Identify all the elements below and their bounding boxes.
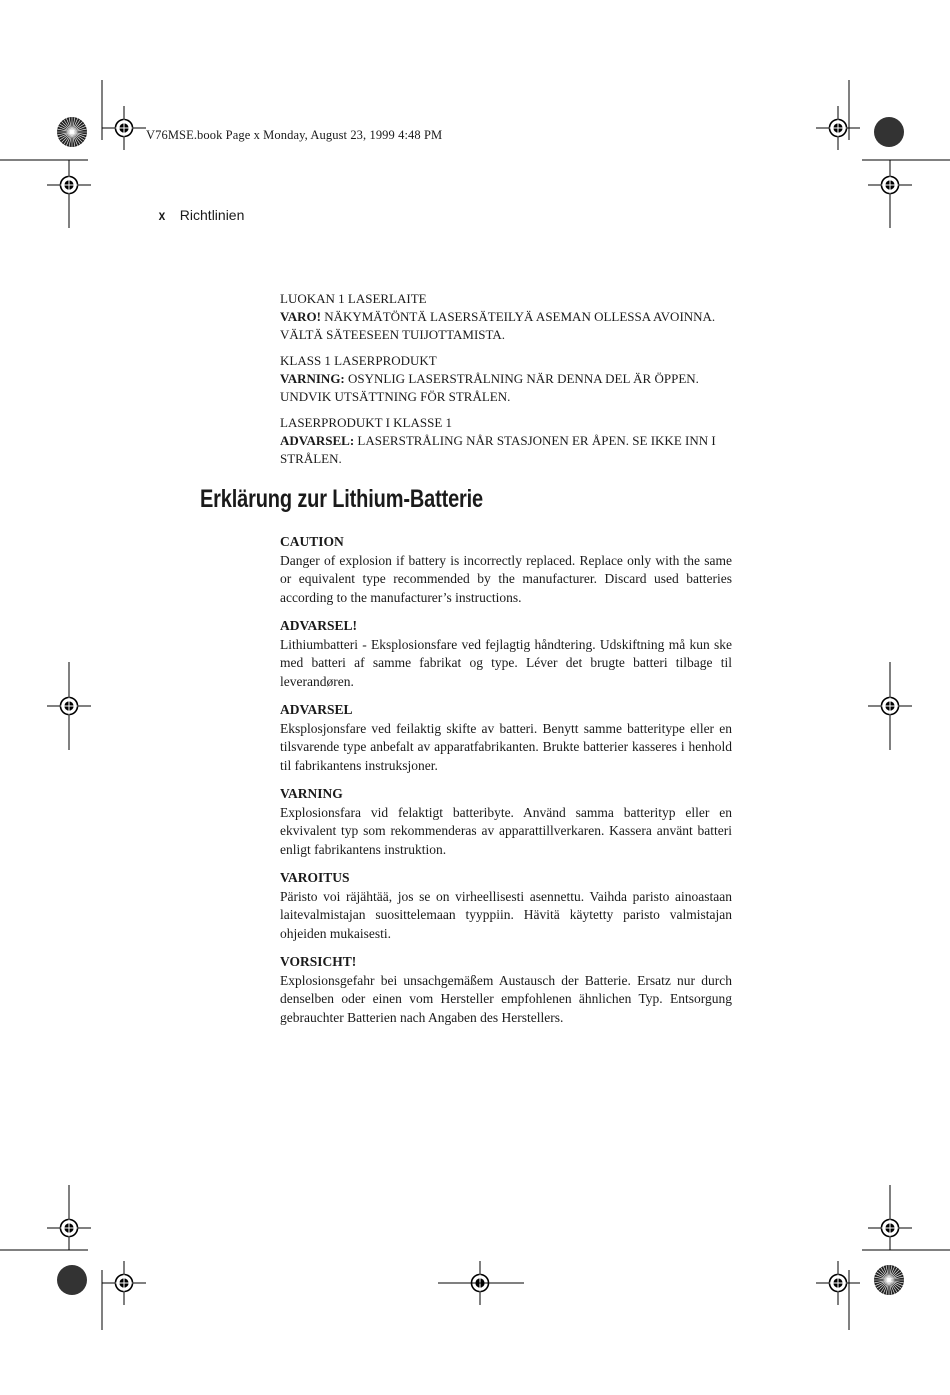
registration-mark-icon bbox=[47, 1206, 91, 1250]
color-bar-dot-icon bbox=[874, 117, 904, 147]
notice-title: VORSICHT! bbox=[280, 954, 357, 969]
registration-mark-icon bbox=[458, 1261, 502, 1305]
color-bar-star-icon bbox=[874, 1265, 904, 1295]
battery-notice bbox=[280, 617, 732, 691]
notice-body: Danger of explosion if battery is incorrectly replaced. Replace only with the same or equivalent type recommended by the manufacturer. Discard used batteries according to the manufacturer’s instructions. bbox=[280, 552, 732, 605]
warning-text: LASERSTRÅLING NÅR STASJONEN ER ÅPEN. SE IKKE INN I STRÅLEN. bbox=[280, 433, 716, 466]
battery-notice bbox=[280, 953, 732, 1027]
notice-body: Explosionsgefahr bei unsachgemäßem Austausch der Batterie. Ersatz nur durch denselben oder einen vom Hersteller empfohlenen ähnlichen Typ. Entsorgung gebrauchter Batterien nach Angaben des Herstellers. bbox=[280, 972, 732, 1025]
battery-notice bbox=[280, 785, 732, 859]
registration-mark-icon bbox=[868, 163, 912, 207]
notice-title: ADVARSEL bbox=[280, 702, 353, 717]
running-head-title: Richtlinien bbox=[179, 207, 245, 223]
laser-class-label: KLASS 1 LASERPRODUKT bbox=[280, 353, 437, 368]
laser-notice bbox=[280, 290, 740, 344]
laser-warning bbox=[280, 370, 740, 406]
notice-body: Explosionsfara vid felaktigt batteribyte. Använd samma batterityp eller en ekvivalent typ som rekommenderas av apparattillverkaren. Kassera använt batteri enligt fabrikantens instruktion. bbox=[280, 804, 732, 857]
battery-notices bbox=[280, 533, 732, 1037]
color-bar-dot-icon bbox=[57, 1265, 87, 1295]
registration-mark-icon bbox=[47, 163, 91, 207]
page-number: x bbox=[158, 207, 166, 223]
battery-notice bbox=[280, 533, 732, 607]
laser-class-label: LUOKAN 1 LASERLAITE bbox=[280, 291, 427, 306]
laser-notices bbox=[280, 290, 740, 476]
laser-warning bbox=[280, 308, 740, 344]
notice-title: CAUTION bbox=[280, 534, 344, 549]
laser-class-label: LASERPRODUKT I KLASSE 1 bbox=[280, 415, 453, 430]
notice-body: Lithiumbatteri - Eksplosionsfare ved fejlagtig håndtering. Udskiftning må kun ske med batteri af samme fabrikat og type. Léver det brugte batteri tilbage til leverandøren. bbox=[280, 636, 732, 689]
laser-warning bbox=[280, 432, 740, 468]
registration-mark-icon bbox=[816, 1261, 860, 1305]
warning-word: ADVARSEL: bbox=[280, 433, 355, 448]
registration-mark-icon bbox=[47, 684, 91, 728]
section-heading: Erklärung zur Lithium-Batterie bbox=[200, 485, 484, 513]
notice-title: ADVARSEL! bbox=[280, 618, 358, 633]
warning-word: VARNING: bbox=[280, 371, 345, 386]
notice-title: VAROITUS bbox=[280, 870, 350, 885]
registration-mark-icon bbox=[868, 684, 912, 728]
warning-word: VARO! bbox=[280, 309, 321, 324]
notice-title: VARNING bbox=[280, 786, 343, 801]
warning-text: NÄKYMÄTÖNTÄ LASERSÄTEILYÄ ASEMAN OLLESSA AVOINNA. VÄLTÄ SÄTEESEEN TUIJOTTAMISTA. bbox=[280, 309, 716, 342]
laser-notice bbox=[280, 414, 740, 468]
registration-mark-icon bbox=[816, 106, 860, 150]
registration-mark-icon bbox=[102, 1261, 146, 1305]
notice-body: Eksplosjonsfare ved feilaktig skifte av batteri. Benytt samme batteritype eller en tilsvarende type anbefalt av apparatfabrikanten. Brukte batterier kasseres i henhold til fabrikantens instruksjoner. bbox=[280, 720, 732, 773]
battery-notice bbox=[280, 701, 732, 775]
warning-text: OSYNLIG LASERSTRÅLNING NÄR DENNA DEL ÄR ÖPPEN. UNDVIK UTSÄTTNING FÖR STRÅLEN. bbox=[280, 371, 699, 404]
registration-mark-icon bbox=[868, 1206, 912, 1250]
laser-notice bbox=[280, 352, 740, 406]
print-slug: V76MSE.book Page x Monday, August 23, 1999 4:48 PM bbox=[146, 128, 443, 142]
notice-body: Päristo voi räjähtää, jos se on virheellisesti asennettu. Vaihda paristo ainoastaan laitevalmistajan suosittelemaan tyyppiin. Hävitä käytetty paristo valmistajan ohjeiden mukaisesti. bbox=[280, 888, 732, 941]
battery-notice bbox=[280, 869, 732, 943]
running-head bbox=[158, 207, 244, 223]
registration-mark-icon bbox=[102, 106, 146, 150]
color-bar-star-icon bbox=[57, 117, 87, 147]
